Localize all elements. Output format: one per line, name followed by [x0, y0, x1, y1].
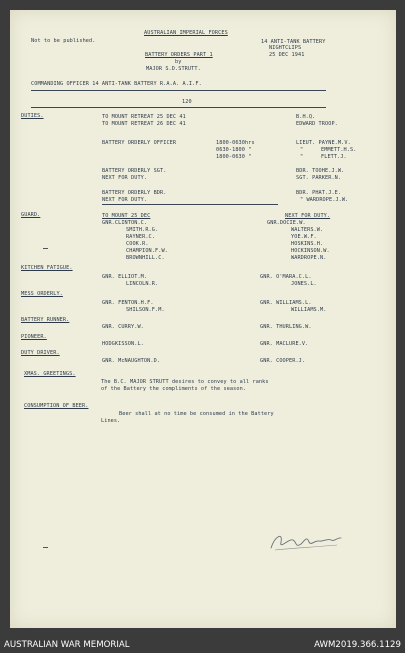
header-force: AUSTRALIAN IMPERIAL FORCES — [144, 30, 228, 36]
guard-right-4: HOSKINS.H. — [291, 241, 324, 247]
orderly-officer-lieut: LIEUT. PAYNE.M.V. — [296, 140, 351, 146]
orderly-sgt-next: NEXT FOR DUTY. — [102, 175, 148, 181]
driver-left: GNR. McNAUGHTON.D. — [102, 358, 161, 364]
orderly-bdr-next-name: " WARDROPE.J.W. — [300, 197, 349, 203]
guard-right-6: WARDROPE.N. — [291, 255, 327, 261]
guard-next-label: NEXT FOR DUTY. — [285, 213, 331, 219]
punch-mark-lower — [43, 547, 48, 548]
beer-line-1: Beer shall at no time be consumed in the Battery — [119, 411, 274, 417]
orders-title: BATTERY ORDERS PART 1 — [145, 52, 213, 58]
duties-heading: DUTIES. — [21, 113, 44, 119]
duties-edward-troop: EDWARD TROOP. — [296, 121, 338, 127]
kitchen-right-1: GNR. O'MARA.C.L. — [260, 274, 312, 280]
punch-mark-upper — [43, 248, 48, 249]
xmas-heading: XMAS. GREETINGS. — [24, 371, 76, 377]
duties-mount-1: TO MOUNT RETREAT 25 DEC 41 — [102, 114, 186, 120]
commanding-officer-line: COMMANDING OFFICER 14 ANTI-TANK BATTERY R.A.A. A.I.F. — [31, 81, 202, 87]
orders-by: by — [175, 59, 182, 65]
guard-left-6: BROWNHILL.C. — [126, 255, 165, 261]
footer-accession: AWM2019.366.1129 — [314, 640, 401, 650]
orderly-bdr-name: BDR. PHAT.J.E. — [296, 190, 342, 196]
guard-left-2: SMITH.R.G. — [126, 227, 159, 233]
not-published-note: Not to be published. — [31, 38, 96, 44]
mess-right-2: WILLIAMS.M. — [291, 307, 327, 313]
driver-right: GNR. COOPER.J. — [260, 358, 306, 364]
duties-mount-2: TO MOUNT RETREAT 26 DEC 41 — [102, 121, 186, 127]
guard-right-5: HOCKINSON.W. — [291, 248, 330, 254]
orderly-bdr-next: NEXT FOR DUTY. — [102, 197, 148, 203]
duties-bhq: B.H.Q. — [296, 114, 316, 120]
pioneer-right: GNR. MACLURE.V. — [260, 341, 309, 347]
header-date: 25 DEC 1941 — [269, 52, 305, 58]
pioneer-heading: PIONEER. — [21, 334, 47, 340]
guard-right-3: YOE.W.F. — [291, 234, 317, 240]
orderly-officer-time-3: 1800-0630 " — [216, 154, 252, 160]
runner-left: GNR. CURRY.W. — [102, 324, 144, 330]
orderly-officer-name-2: EMMETT.H.S. — [321, 147, 357, 153]
guard-left-3: RAYNER.C. — [126, 234, 156, 240]
pioneer-left: HODGKISSON.L. — [102, 341, 144, 347]
orderly-officer-ditto-1: " — [300, 147, 304, 153]
orderly-officer-time-2: 0630-1800 " — [216, 147, 252, 153]
handwritten-signature — [265, 528, 345, 554]
orderly-sgt-label: BATTERY ORDERLY SGT. — [102, 168, 167, 174]
beer-line-2: Lines. — [101, 418, 121, 424]
xmas-line-1: The B.C. MAJOR STRUTT desires to convey to all ranks — [101, 379, 269, 385]
mess-left-2: SHILSON.F.M. — [126, 307, 165, 313]
guard-right-1: GNR.DOCIE.W. — [267, 220, 306, 226]
driver-heading: DUTY DRIVER. — [21, 350, 60, 356]
runner-right: GNR. THURLING.W. — [260, 324, 312, 330]
header-location: NIGHTCLIPS — [269, 45, 302, 51]
major-name: MAJOR S.D.STRUTT. — [146, 66, 201, 72]
guard-heading: GUARD. — [21, 212, 41, 218]
orderly-officer-label: BATTERY ORDERLY OFFICER — [102, 140, 177, 146]
document-page — [10, 10, 396, 628]
kitchen-right-2: JONES.L. — [291, 281, 317, 287]
orderly-bdr-label: BATTERY ORDERLY BDR. — [102, 190, 167, 196]
orderly-sgt-name: BDR. TOOHE.J.W. — [296, 168, 345, 174]
orderly-officer-name-3: FLETT.J. — [321, 154, 347, 160]
number-rule — [31, 107, 326, 108]
mess-heading: MESS ORDERLY. — [21, 291, 63, 297]
guard-mount: TO MOUNT 25 DEC — [102, 213, 151, 219]
duties-rule — [102, 204, 278, 205]
guard-left-5: CHAMPION.F.W. — [126, 248, 168, 254]
header-unit: 14 ANTI-TANK BATTERY — [261, 39, 326, 45]
guard-left-4: COOK.R. — [126, 241, 149, 247]
footer-institution: AUSTRALIAN WAR MEMORIAL — [4, 640, 130, 650]
mess-left-1: GNR. FENTON.H.F. — [102, 300, 154, 306]
orderly-officer-ditto-2: " — [300, 154, 304, 160]
xmas-line-2: of the Battery the compliments of the season. — [101, 386, 247, 392]
runner-heading: BATTERY RUNNER. — [21, 317, 70, 323]
order-number: 120 — [182, 99, 192, 105]
mess-right-1: GNR. WILLIAMS.L. — [260, 300, 312, 306]
kitchen-heading: KITCHEN FATIGUE. — [21, 265, 73, 271]
guard-left-1: GNR.CLINTON.C. — [102, 220, 148, 226]
orderly-officer-time-1: 1800-0630hrs — [216, 140, 255, 146]
header-rule — [31, 90, 326, 91]
guard-right-2: WALTERS.W. — [291, 227, 324, 233]
beer-heading: CONSUMPTION OF BEER. — [24, 403, 89, 409]
kitchen-left-1: GNR. ELLIOT.M. — [102, 274, 148, 280]
orderly-sgt-next-name: SGT. PARKER.N. — [296, 175, 342, 181]
kitchen-left-2: LINCOLN.R. — [126, 281, 159, 287]
archive-footer — [0, 638, 405, 653]
